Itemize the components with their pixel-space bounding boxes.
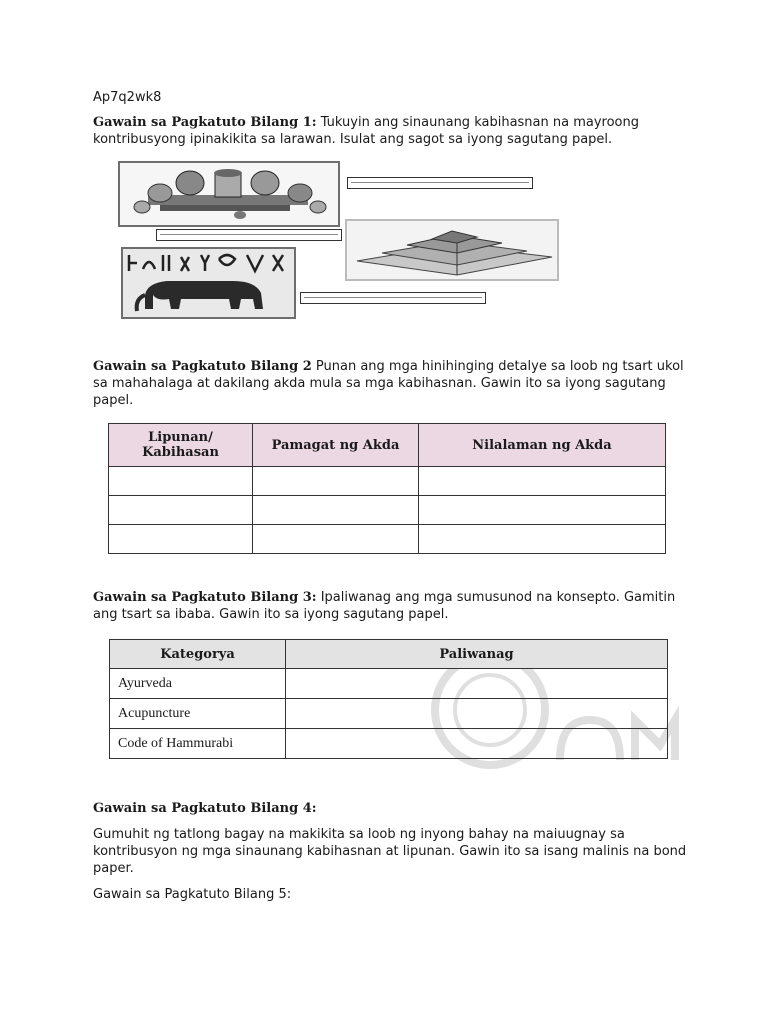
activity1-title: Gawain sa Pagkatuto Bilang 1: bbox=[93, 115, 317, 130]
table-row bbox=[110, 669, 668, 699]
category-ayurveda: Ayurveda bbox=[110, 669, 286, 699]
pottery-picture bbox=[118, 161, 340, 227]
activity3-instructions bbox=[93, 589, 693, 623]
document-code: Ap7q2wk8 bbox=[93, 90, 162, 105]
table-cell[interactable] bbox=[419, 525, 666, 554]
answer-line-2[interactable] bbox=[156, 229, 342, 241]
activity2-instructions bbox=[93, 358, 693, 409]
activity2-text: Punan ang mga hinihinging detalye sa loob ng tsart ukol sa mahahalaga at dakilang akda mula sa mga kabihasnan. Gawin ito sa iyong sagutang papel. bbox=[93, 359, 684, 408]
table-cell[interactable] bbox=[286, 699, 668, 729]
activity5-title: Gawain sa Pagkatuto Bilang 5: bbox=[93, 887, 292, 902]
pottery-icon bbox=[120, 163, 338, 225]
activity1-text: Tukuyin ang sinaunang kabihasnan na mayroong kontribusyong ipinakikita sa larawan. Isulat ang sagot sa iyong sagutang papel. bbox=[93, 115, 639, 147]
activity3-text: Ipaliwanag ang mga sumusunod na konsepto. Gamitin ang tsart sa ibaba. Gawin ito sa iyong sagutang papel. bbox=[93, 590, 676, 622]
table-cell[interactable] bbox=[253, 467, 419, 496]
category-acupuncture: Acupuncture bbox=[110, 699, 286, 729]
header-pamagat: Pamagat ng Akda bbox=[253, 424, 419, 467]
table-cell[interactable] bbox=[419, 496, 666, 525]
ziggurat-icon bbox=[347, 221, 557, 279]
activity4-text: Gumuhit ng tatlong bagay na makikita sa loob ng inyong bahay na maiuugnay sa kontribusyon ng mga sinaunang kabihasnan at lipunan. Gawin ito sa isang malinis na bond paper. bbox=[93, 827, 687, 876]
table-cell[interactable] bbox=[253, 496, 419, 525]
table-cell[interactable] bbox=[253, 525, 419, 554]
header-paliwanag: Paliwanag bbox=[286, 640, 668, 669]
header-nilalaman: Nilalaman ng Akda bbox=[419, 424, 666, 467]
table-cell[interactable] bbox=[109, 496, 253, 525]
table-cell[interactable] bbox=[109, 467, 253, 496]
table-header-row bbox=[110, 640, 668, 669]
activity1-instructions bbox=[93, 114, 693, 148]
table-row bbox=[109, 525, 666, 554]
header-kategorya: Kategorya bbox=[110, 640, 286, 669]
table-row bbox=[109, 467, 666, 496]
answer-line-3[interactable] bbox=[300, 292, 486, 304]
header-lipunan: Lipunan/ Kabihasan bbox=[109, 424, 253, 467]
table-cell[interactable] bbox=[109, 525, 253, 554]
konsepto-chart-table bbox=[109, 639, 668, 759]
table-row bbox=[110, 729, 668, 759]
ziggurat-picture bbox=[345, 219, 559, 281]
table-row bbox=[109, 496, 666, 525]
activity2-title: Gawain sa Pagkatuto Bilang 2 bbox=[93, 359, 312, 374]
category-code-of-hammurabi: Code of Hammurabi bbox=[110, 729, 286, 759]
table-row bbox=[110, 699, 668, 729]
table-header-row bbox=[109, 424, 666, 467]
table-cell[interactable] bbox=[286, 729, 668, 759]
seal-script-picture bbox=[121, 247, 296, 319]
table-cell[interactable] bbox=[419, 467, 666, 496]
activity3-title: Gawain sa Pagkatuto Bilang 3: bbox=[93, 590, 317, 605]
table-cell[interactable] bbox=[286, 669, 668, 699]
akda-chart-table bbox=[108, 423, 666, 554]
seal-icon bbox=[123, 249, 294, 317]
answer-line-1[interactable] bbox=[347, 177, 533, 189]
activity4-title: Gawain sa Pagkatuto Bilang 4: bbox=[93, 801, 317, 816]
